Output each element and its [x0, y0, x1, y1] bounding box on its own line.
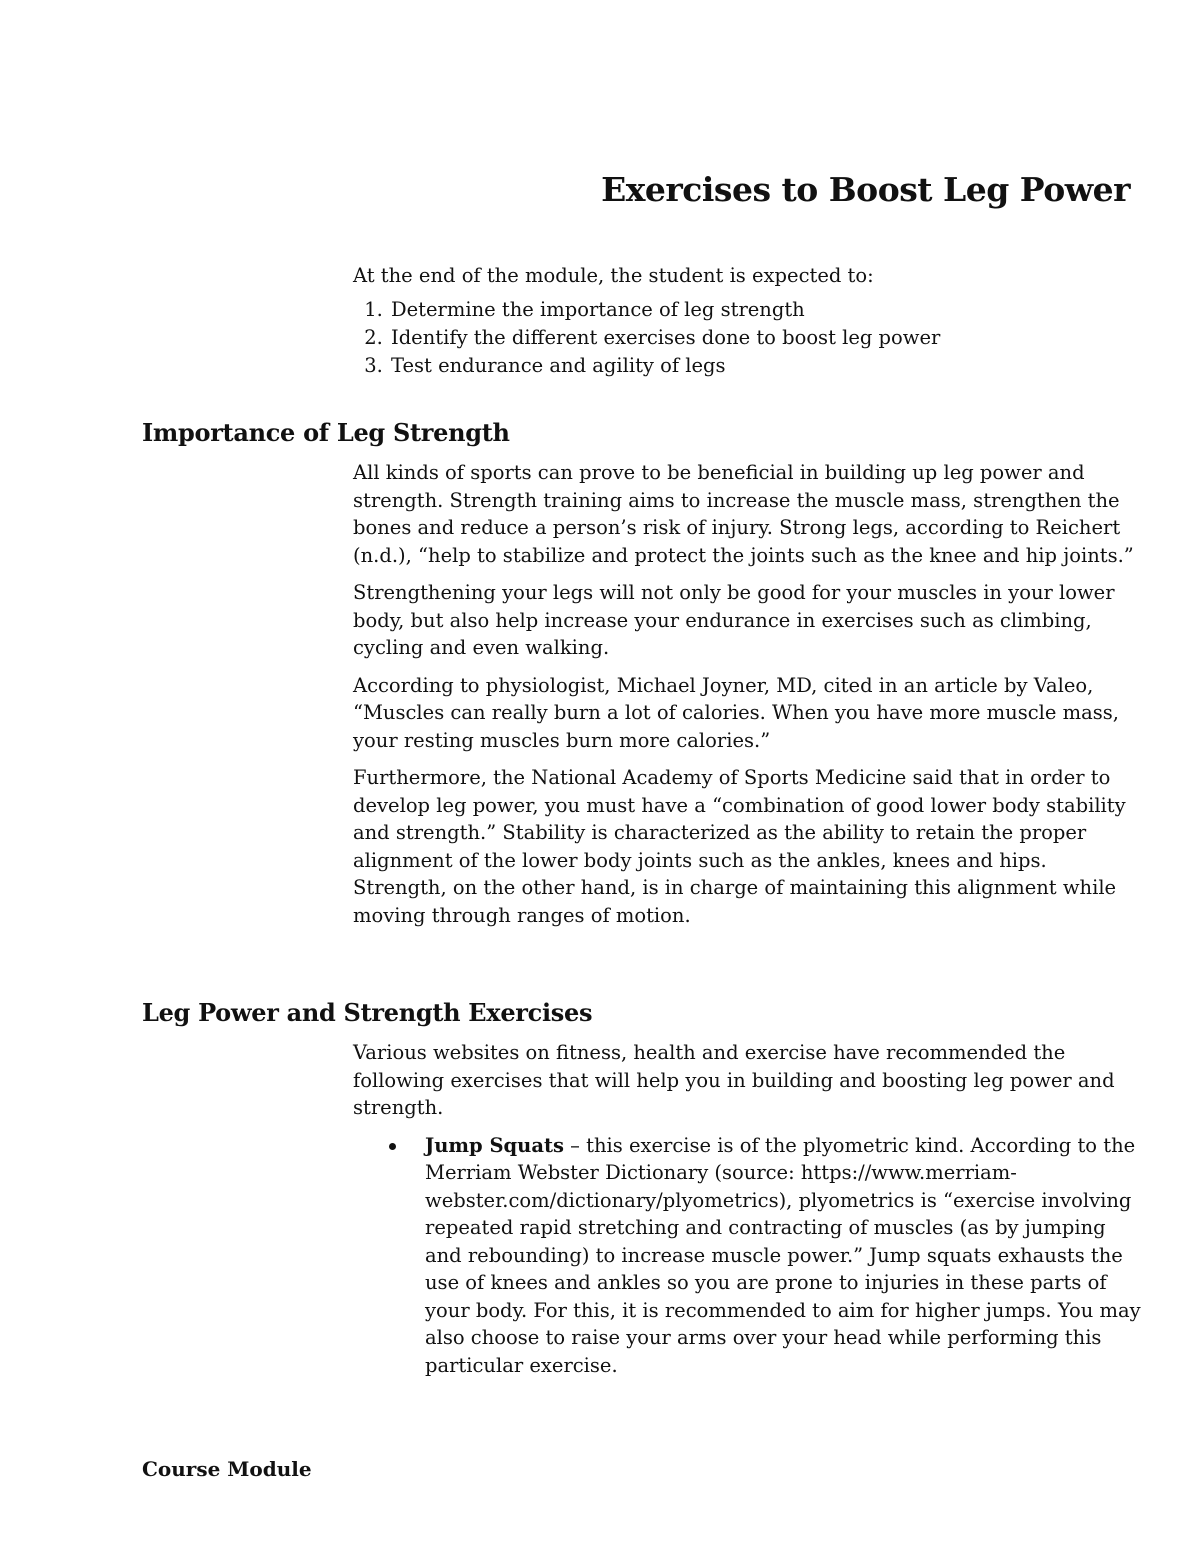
section-heading-exercises: Leg Power and Strength Exercises — [142, 998, 593, 1027]
paragraph: According to physiologist, Michael Joyner, MD, cited in an article by Valeo, “Muscles can really burn a lot of calories. When you have more muscle mass, your resting muscles burn more calories.” — [353, 673, 1119, 752]
section-heading-importance: Importance of Leg Strength — [142, 418, 510, 447]
objective-item: 2. Identify the different exercises done to boost leg power — [389, 324, 1133, 352]
section-body-exercises — [353, 1039, 1143, 1379]
paragraph: Strengthening your legs will not only be good for your muscles in your lower body, but also help increase your endurance in exercises such as climbing, cycling and even walking. — [353, 581, 1115, 659]
paragraph: All kinds of sports can prove to be beneficial in building up leg power and strength. Strength training aims to increase the muscle mass, strengthen the bones and reduce a person’s risk of injury. Strong legs, according to Reichert (n.d.), “help to stabilize and protect the joints such as the knee and hip joints.” — [353, 461, 1134, 567]
page-title: Exercises to Boost Leg Power — [601, 170, 1130, 209]
objectives-intro: At the end of the module, the student is expected to: — [353, 264, 874, 287]
objective-item: 1. Determine the importance of leg strength — [389, 296, 1133, 324]
paragraph: Furthermore, the National Academy of Sports Medicine said that in order to develop leg power, you must have a “combination of good lower body stability and strength.” Stability is characterized as the ability to retain the proper alignment of the lower body joints such as the ankles, knees and hips. Strength, on the other hand, is in charge of maintaining this alignment while moving through ranges of motion. — [353, 766, 1126, 927]
exercise-description: – this exercise is of the plyometric kind. According to the Merriam Webster Dictionary (source: https://www.merriam-webster.com/dictionary/plyometrics), plyometrics is “exercise involving repeated rapid stretching and contracting of muscles (as by jumping and rebounding) to increase muscle power.” Jump squats exhausts the use of knees and ankles so you are prone to injuries in these parts of your body. For this, it is recommended to aim for higher jumps. You may also choose to raise your arms over your head while performing this particular exercise. — [425, 1133, 1141, 1377]
objectives-list — [353, 296, 1133, 380]
list-item — [425, 1132, 1143, 1380]
exercise-list — [353, 1132, 1143, 1380]
section-body-importance — [353, 459, 1143, 939]
footer-course-module: Course Module — [142, 1457, 312, 1481]
objective-item: 3. Test endurance and agility of legs — [389, 352, 1133, 380]
exercise-term: Jump Squats — [425, 1133, 564, 1157]
learning-objectives — [353, 262, 1133, 380]
paragraph: Various websites on fitness, health and exercise have recommended the following exercises that will help you in building and boosting leg power and strength. — [353, 1041, 1115, 1119]
bullet-icon — [389, 1143, 396, 1150]
